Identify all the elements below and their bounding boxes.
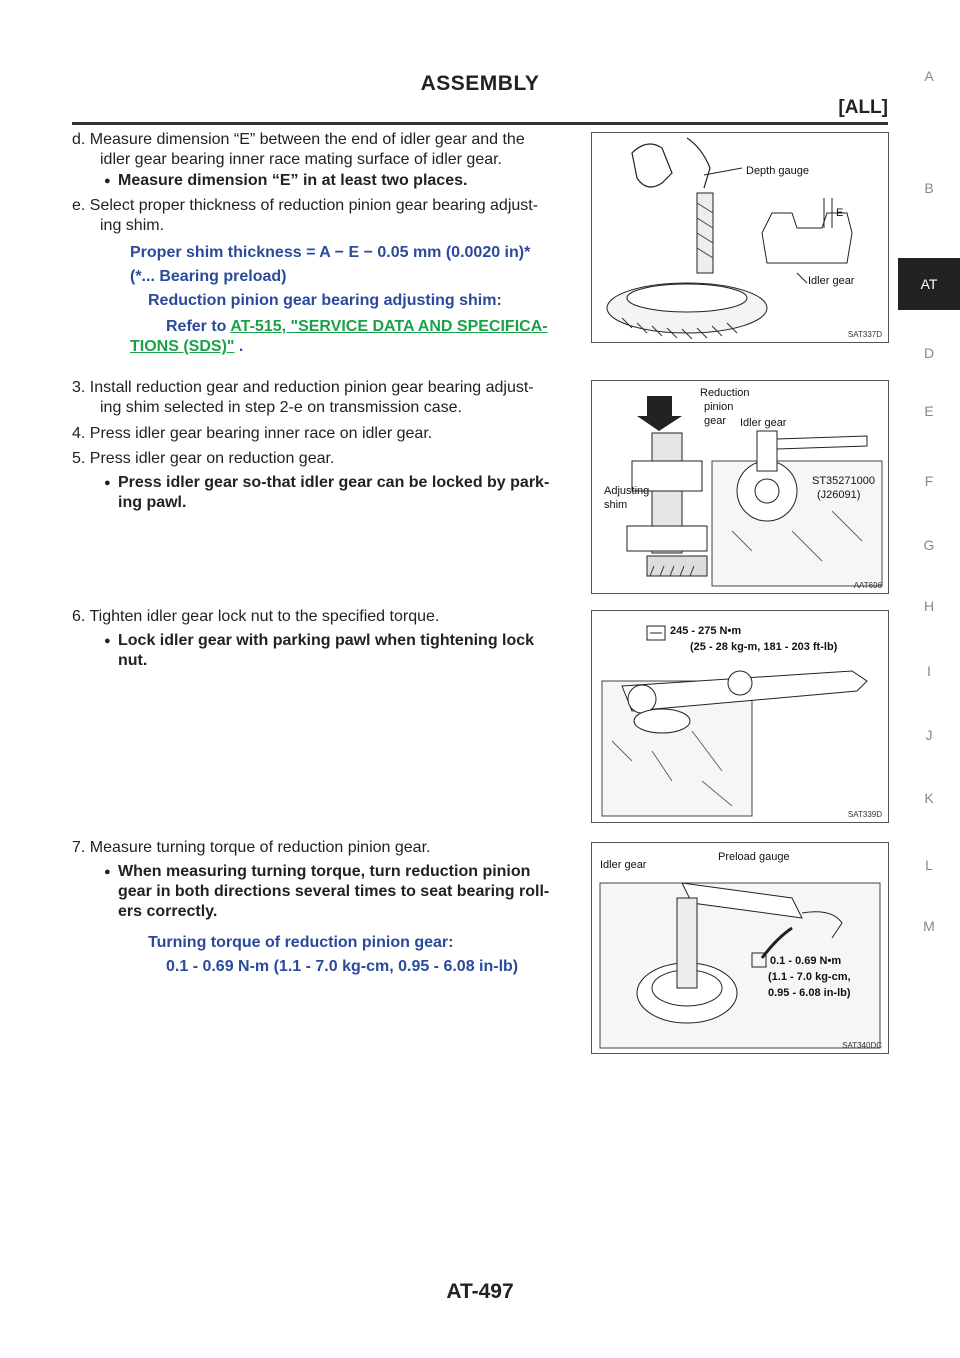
idler-gear-label: Idler gear <box>740 417 787 429</box>
reduction-label-3: gear <box>704 415 727 427</box>
torque-spec-line2: (1.1 - 7.0 kg-cm, <box>768 971 851 983</box>
depth-gauge-illustration <box>592 133 888 342</box>
step-7: 7. Measure turning torque of reduction pinion gear. <box>72 839 431 856</box>
figure-id: AAT696 <box>853 581 882 590</box>
step-7-bullet-line3: ers correctly. <box>118 903 218 920</box>
adjusting-shim-label-1: Adjusting <box>604 485 650 497</box>
torque-spec-line1: 0.1 - 0.69 N•m <box>770 955 842 967</box>
step-d-line1: d. Measure dimension “E” between the end of idler gear and the <box>72 131 525 148</box>
refer-line2 <box>130 338 243 356</box>
step-e-line1: e. Select proper thickness of reduction pinion gear bearing adjust- <box>72 197 539 214</box>
side-tab-k[interactable]: K <box>924 790 934 806</box>
figure-id: SAT340DC <box>842 1041 882 1050</box>
figure-id: SAT339D <box>847 810 882 819</box>
side-tab-e[interactable]: E <box>924 403 934 419</box>
depth-gauge-label: Depth gauge <box>746 165 809 177</box>
refer-suffix: . <box>234 338 244 355</box>
side-tab-l[interactable]: L <box>925 857 933 873</box>
sds-link-part2[interactable]: TIONS (SDS)" <box>130 338 235 355</box>
preload-note: (*... Bearing preload) <box>130 268 287 285</box>
step-6: 6. Tighten idler gear lock nut to the specified torque. <box>72 608 440 625</box>
header-rule <box>72 122 888 125</box>
turning-torque-value: 0.1 - 0.69 N-m (1.1 - 7.0 kg-cm, 0.95 - 6.08 in-lb) <box>166 958 519 975</box>
step-5-bullet-line1: ● Press idler gear so-that idler gear can be locked by park- <box>118 473 549 493</box>
refer-line1 <box>166 318 548 336</box>
figure-preload-gauge <box>591 842 889 1054</box>
side-tab-m[interactable]: M <box>923 918 935 934</box>
step-3-line1: 3. Install reduction gear and reduction pinion gear bearing adjust- <box>72 379 534 396</box>
step-3-line2: ing shim selected in step 2-e on transmission case. <box>100 399 462 416</box>
shim-label: Reduction pinion gear bearing adjusting shim: <box>148 292 502 309</box>
section-label: [ALL] <box>838 97 888 118</box>
step-5: 5. Press idler gear on reduction gear. <box>72 450 335 467</box>
idler-gear-label: Idler gear <box>600 859 647 871</box>
side-tab-h[interactable]: H <box>923 598 935 614</box>
adjusting-shim-label-2: shim <box>604 499 628 511</box>
side-tab-j[interactable]: J <box>925 727 933 743</box>
side-tab-b[interactable]: B <box>924 180 934 196</box>
figure-press-idler-gear <box>591 380 889 594</box>
torque-spec-line3: 0.95 - 6.08 in-lb) <box>768 987 851 999</box>
side-tab-a[interactable]: A <box>924 68 934 84</box>
step-7-bullet-line1: ● When measuring turning torque, turn reduction pinion <box>118 862 530 882</box>
step-d-line2: idler gear bearing inner race mating surface of idler gear. <box>100 151 502 168</box>
refer-prefix: Refer to <box>166 318 231 335</box>
idler-gear-label: Idler gear <box>808 275 855 287</box>
figure-id: SAT337D <box>847 330 882 339</box>
turning-torque-label: Turning torque of reduction pinion gear: <box>148 934 454 951</box>
preload-gauge-label: Preload gauge <box>718 851 790 863</box>
side-tab-d[interactable]: D <box>923 345 935 361</box>
step-d-bullet: ● Measure dimension “E” in at least two places. <box>118 171 467 191</box>
step-6-bullet-line1: ● Lock idler gear with parking pawl when tightening lock <box>118 631 534 651</box>
reduction-label-2: pinion <box>704 401 734 413</box>
figure-depth-gauge <box>591 132 889 343</box>
page-title: ASSEMBLY <box>420 72 540 95</box>
step-e-line2: ing shim. <box>100 217 165 234</box>
page-number: AT-497 <box>446 1280 514 1303</box>
side-tab-f[interactable]: F <box>924 473 934 489</box>
figure-tighten-lock-nut <box>591 610 889 823</box>
tool-number-label: ST35271000 <box>812 475 875 487</box>
torque-spec-line1: 245 - 275 N•m <box>670 625 742 637</box>
step-7-bullet-line2: gear in both directions several times to seat bearing roll- <box>118 883 550 900</box>
step-4: 4. Press idler gear bearing inner race on idler gear. <box>72 425 433 442</box>
preload-gauge-illustration <box>592 843 888 1053</box>
step-6-bullet-line2: nut. <box>118 652 148 669</box>
reduction-label-1: Reduction <box>700 387 750 399</box>
torque-spec-line2: (25 - 28 kg-m, 181 - 203 ft-lb) <box>690 641 838 653</box>
dimension-e-label: E <box>836 207 844 219</box>
sds-link-part1[interactable]: AT-515, "SERVICE DATA AND SPECIFICA- <box>230 318 548 335</box>
side-tab-g[interactable]: G <box>923 537 935 553</box>
side-tab-i[interactable]: I <box>927 663 931 679</box>
side-tab-at[interactable]: AT <box>898 258 960 310</box>
tool-alt-number-label: (J26091) <box>817 489 861 501</box>
step-5-bullet-line2: ing pawl. <box>118 494 187 511</box>
shim-formula: Proper shim thickness = A − E − 0.05 mm (0.0020 in)* <box>130 244 531 261</box>
